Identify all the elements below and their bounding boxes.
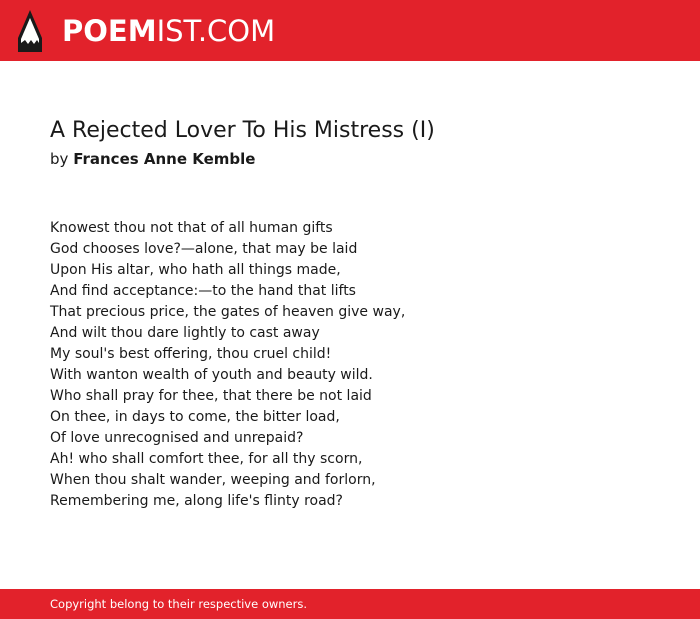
poem-byline [50,148,255,170]
by-label: by [50,150,69,168]
site-header [0,0,700,61]
poem-line: Ah! who shall comfort thee, for all thy scorn, [50,451,363,467]
poem-line: Of love unrecognised and unrepaid? [50,430,304,446]
poem-line: With wanton wealth of youth and beauty wild. [50,367,373,383]
poem-line: On thee, in days to come, the bitter load, [50,409,340,425]
poem-line: And wilt thou dare lightly to cast away [50,325,320,341]
poem-body [50,218,405,512]
pencil-icon [18,10,42,52]
poem-title: A Rejected Lover To His Mistress (I) [50,118,435,143]
poem-line: That precious price, the gates of heaven give way, [50,304,406,320]
copyright-text: Copyright belong to their respective owners. [50,597,308,611]
logo-light-text: IST.COM [156,14,276,48]
site-logo[interactable] [62,11,275,51]
poem-line: My soul's best offering, thou cruel child! [50,346,332,362]
poem-line: Upon His altar, who hath all things made, [50,262,341,278]
poem-line: When thou shalt wander, weeping and forlorn, [50,472,376,488]
site-footer [0,589,700,619]
poem-line: And find acceptance:—to the hand that lifts [50,283,356,299]
logo-bold-text: POEM [62,14,157,48]
poem-line: Knowest thou not that of all human gifts [50,220,333,236]
poem-line: Remembering me, along life's flinty road? [50,493,343,509]
author-name: Frances Anne Kemble [73,150,256,168]
poem-line: God chooses love?—alone, that may be laid [50,241,358,257]
poem-line: Who shall pray for thee, that there be not laid [50,388,372,404]
